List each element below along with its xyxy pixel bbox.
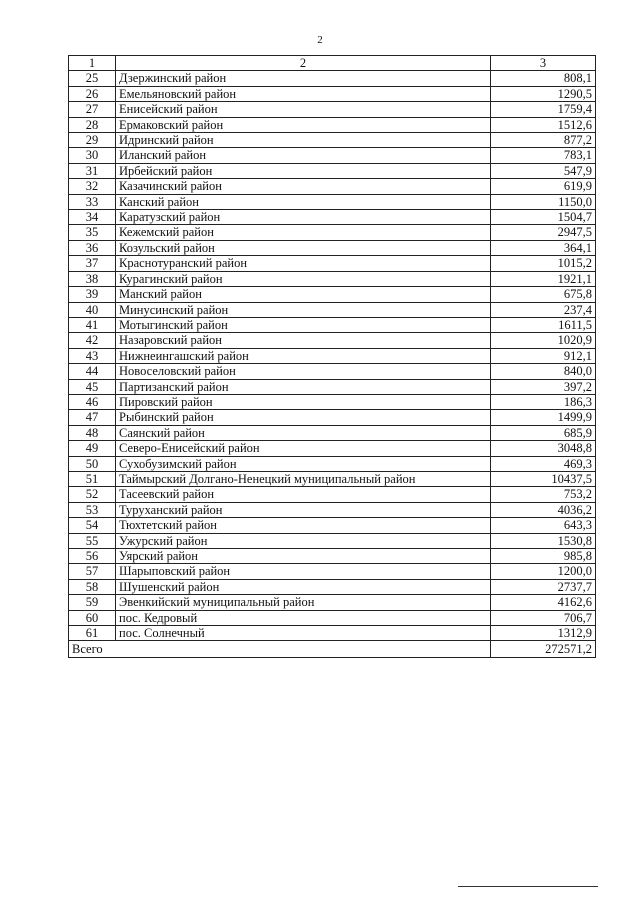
- district-name: Курагинский район: [116, 271, 491, 286]
- district-name: Уярский район: [116, 549, 491, 564]
- row-number: 39: [69, 287, 116, 302]
- total-value: 272571,2: [491, 641, 596, 658]
- table-row: [69, 179, 596, 194]
- row-number: 28: [69, 117, 116, 132]
- row-value: 1499,9: [491, 410, 596, 425]
- table-row: [69, 502, 596, 517]
- row-number: 46: [69, 394, 116, 409]
- row-number: 50: [69, 456, 116, 471]
- table-row: [69, 225, 596, 240]
- district-name: Канский район: [116, 194, 491, 209]
- row-number: 36: [69, 240, 116, 255]
- table-row: [69, 441, 596, 456]
- row-number: 47: [69, 410, 116, 425]
- table-row: [69, 564, 596, 579]
- column-header-value: 3: [491, 56, 596, 71]
- row-value: 10437,5: [491, 471, 596, 486]
- row-value: 840,0: [491, 364, 596, 379]
- row-number: 57: [69, 564, 116, 579]
- table-row: [69, 117, 596, 132]
- district-name: Ужурский район: [116, 533, 491, 548]
- table-row: [69, 210, 596, 225]
- table-row: [69, 271, 596, 286]
- row-number: 35: [69, 225, 116, 240]
- row-value: 1290,5: [491, 86, 596, 101]
- row-value: 364,1: [491, 240, 596, 255]
- table-row: [69, 256, 596, 271]
- page-number: 2: [317, 34, 323, 46]
- table-row: [69, 549, 596, 564]
- row-value: 237,4: [491, 302, 596, 317]
- district-name: Назаровский район: [116, 333, 491, 348]
- row-value: 186,3: [491, 394, 596, 409]
- row-value: 877,2: [491, 133, 596, 148]
- district-name: Мотыгинский район: [116, 317, 491, 332]
- row-number: 27: [69, 102, 116, 117]
- row-number: 32: [69, 179, 116, 194]
- district-name: Краснотуранский район: [116, 256, 491, 271]
- row-number: 34: [69, 210, 116, 225]
- row-number: 43: [69, 348, 116, 363]
- district-name: Тасеевский район: [116, 487, 491, 502]
- table-row: [69, 148, 596, 163]
- row-value: 4162,6: [491, 595, 596, 610]
- district-name: Дзержинский район: [116, 71, 491, 86]
- row-value: 1512,6: [491, 117, 596, 132]
- table-row: [69, 533, 596, 548]
- table-row: [69, 317, 596, 332]
- district-name: Сухобузимский район: [116, 456, 491, 471]
- row-value: 753,2: [491, 487, 596, 502]
- table-header-row: [69, 56, 596, 71]
- row-number: 30: [69, 148, 116, 163]
- table-row: [69, 133, 596, 148]
- table-row: [69, 71, 596, 86]
- row-number: 59: [69, 595, 116, 610]
- total-row: [69, 641, 596, 658]
- total-label: Всего: [69, 641, 491, 658]
- row-value: 469,3: [491, 456, 596, 471]
- row-number: 33: [69, 194, 116, 209]
- row-value: 1504,7: [491, 210, 596, 225]
- district-name: Нижнеингашский район: [116, 348, 491, 363]
- table-row: [69, 364, 596, 379]
- row-number: 44: [69, 364, 116, 379]
- row-value: 1530,8: [491, 533, 596, 548]
- district-name: Таймырский Долгано-Ненецкий муниципальный район: [116, 471, 491, 486]
- row-number: 38: [69, 271, 116, 286]
- table-row: [69, 394, 596, 409]
- district-name: Иланский район: [116, 148, 491, 163]
- column-header-name: 2: [116, 56, 491, 71]
- row-value: 1150,0: [491, 194, 596, 209]
- table-row: [69, 579, 596, 594]
- row-value: 397,2: [491, 379, 596, 394]
- row-number: 54: [69, 518, 116, 533]
- district-name: Манский район: [116, 287, 491, 302]
- row-number: 48: [69, 425, 116, 440]
- column-header-number: 1: [69, 56, 116, 71]
- row-value: 675,8: [491, 287, 596, 302]
- row-number: 26: [69, 86, 116, 101]
- table-row: [69, 194, 596, 209]
- table-row: [69, 102, 596, 117]
- row-number: 29: [69, 133, 116, 148]
- table-row: [69, 333, 596, 348]
- district-name: Пировский район: [116, 394, 491, 409]
- table-row: [69, 379, 596, 394]
- row-number: 49: [69, 441, 116, 456]
- footer-rule: [458, 886, 598, 887]
- district-table: [68, 55, 596, 658]
- row-number: 41: [69, 317, 116, 332]
- row-value: 3048,8: [491, 441, 596, 456]
- district-name: Шарыповский район: [116, 564, 491, 579]
- row-value: 1020,9: [491, 333, 596, 348]
- row-value: 2947,5: [491, 225, 596, 240]
- district-name: пос. Солнечный: [116, 626, 491, 641]
- row-number: 25: [69, 71, 116, 86]
- row-number: 45: [69, 379, 116, 394]
- row-value: 985,8: [491, 549, 596, 564]
- row-number: 56: [69, 549, 116, 564]
- district-name: Козульский район: [116, 240, 491, 255]
- table-row: [69, 348, 596, 363]
- district-name: Новоселовский район: [116, 364, 491, 379]
- district-name: пос. Кедровый: [116, 610, 491, 625]
- row-number: 53: [69, 502, 116, 517]
- district-name: Саянский район: [116, 425, 491, 440]
- row-value: 547,9: [491, 163, 596, 178]
- district-name: Емельяновский район: [116, 86, 491, 101]
- table-row: [69, 456, 596, 471]
- table-row: [69, 487, 596, 502]
- row-number: 51: [69, 471, 116, 486]
- row-value: 2737,7: [491, 579, 596, 594]
- table-row: [69, 302, 596, 317]
- table-row: [69, 240, 596, 255]
- row-number: 37: [69, 256, 116, 271]
- table-body: [69, 71, 596, 641]
- row-number: 40: [69, 302, 116, 317]
- district-name: Енисейский район: [116, 102, 491, 117]
- table-row: [69, 86, 596, 101]
- district-name: Тюхтетский район: [116, 518, 491, 533]
- district-name: Туруханский район: [116, 502, 491, 517]
- row-number: 61: [69, 626, 116, 641]
- district-name: Шушенский район: [116, 579, 491, 594]
- table-row: [69, 163, 596, 178]
- table-row: [69, 518, 596, 533]
- district-name: Ирбейский район: [116, 163, 491, 178]
- row-value: 619,9: [491, 179, 596, 194]
- district-name: Партизанский район: [116, 379, 491, 394]
- row-number: 42: [69, 333, 116, 348]
- row-value: 706,7: [491, 610, 596, 625]
- row-value: 643,3: [491, 518, 596, 533]
- table-row: [69, 610, 596, 625]
- row-number: 60: [69, 610, 116, 625]
- row-number: 55: [69, 533, 116, 548]
- row-value: 912,1: [491, 348, 596, 363]
- row-value: 1611,5: [491, 317, 596, 332]
- row-value: 1759,4: [491, 102, 596, 117]
- row-number: 31: [69, 163, 116, 178]
- table-row: [69, 410, 596, 425]
- district-name: Идринский район: [116, 133, 491, 148]
- table-row: [69, 471, 596, 486]
- row-value: 808,1: [491, 71, 596, 86]
- district-name: Ермаковский район: [116, 117, 491, 132]
- row-value: 783,1: [491, 148, 596, 163]
- row-number: 52: [69, 487, 116, 502]
- district-name: Рыбинский район: [116, 410, 491, 425]
- table-row: [69, 626, 596, 641]
- row-value: 1015,2: [491, 256, 596, 271]
- district-name: Казачинский район: [116, 179, 491, 194]
- district-name: Каратузский район: [116, 210, 491, 225]
- row-value: 685,9: [491, 425, 596, 440]
- row-value: 1200,0: [491, 564, 596, 579]
- table-row: [69, 595, 596, 610]
- district-name: Минусинский район: [116, 302, 491, 317]
- row-value: 1312,9: [491, 626, 596, 641]
- table-row: [69, 425, 596, 440]
- district-name: Северо-Енисейский район: [116, 441, 491, 456]
- district-name: Кежемский район: [116, 225, 491, 240]
- row-value: 1921,1: [491, 271, 596, 286]
- row-value: 4036,2: [491, 502, 596, 517]
- district-name: Эвенкийский муниципальный район: [116, 595, 491, 610]
- table-row: [69, 287, 596, 302]
- row-number: 58: [69, 579, 116, 594]
